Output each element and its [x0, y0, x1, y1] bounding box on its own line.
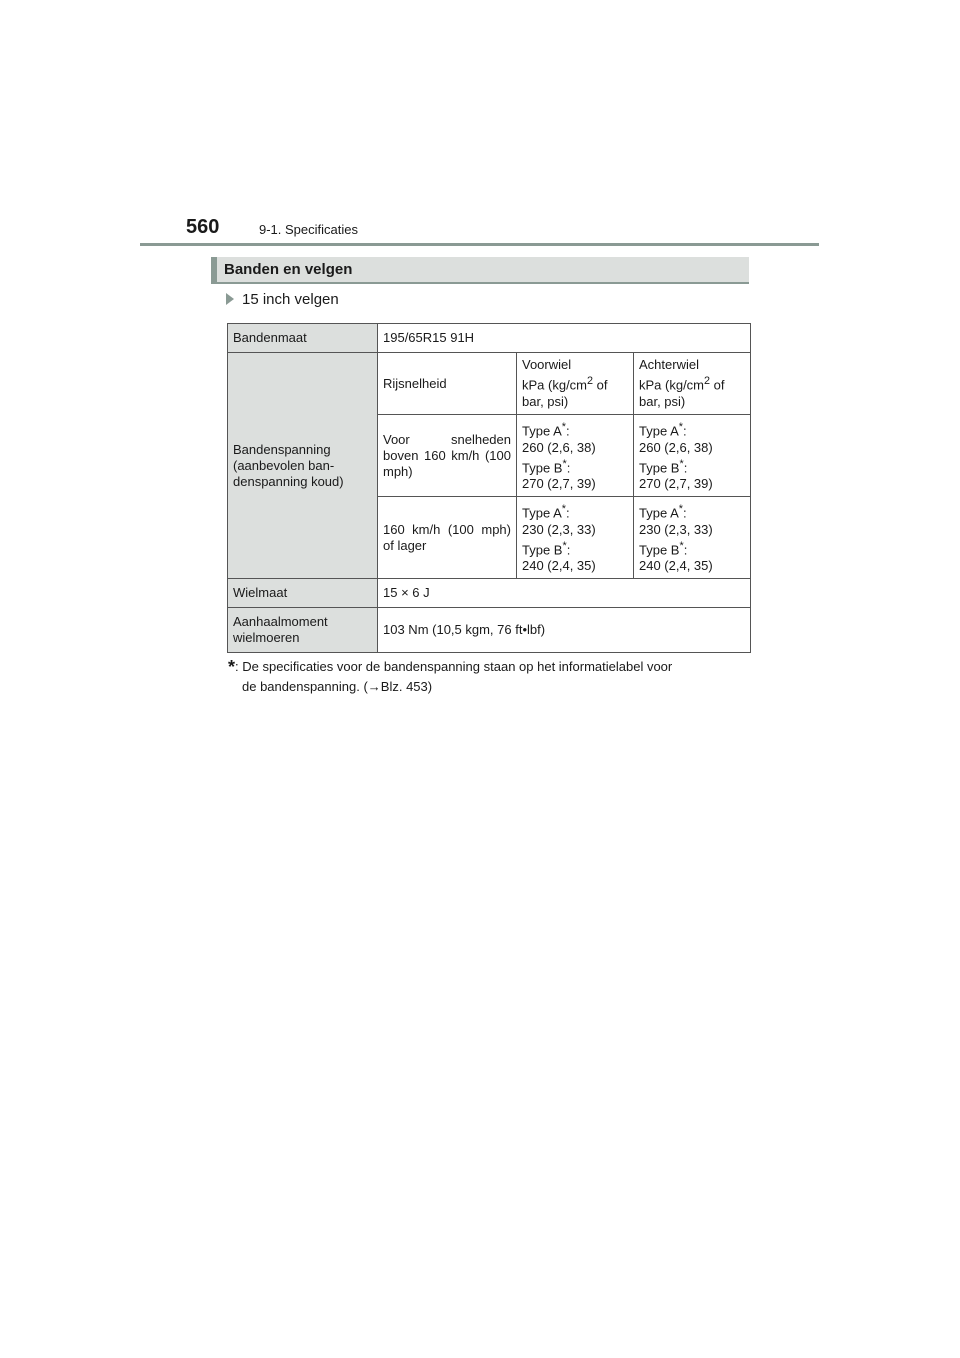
front-wheel-header: Voorwiel kPa ($kg/cm^2$ of bar, psi) — [517, 353, 634, 415]
table-row — [228, 579, 751, 608]
triangle-bullet-icon — [226, 293, 234, 305]
chapter-title: 9-1. Specificaties — [259, 222, 358, 237]
section-title: Banden en velgen — [224, 261, 353, 278]
asterisk-icon: * — [228, 657, 236, 677]
wheel-size-label: Wielmaat — [228, 579, 378, 608]
front-pressure-high: Type A*: 260 (2,6, 38) Type B*: 270 (2,7, 39) — [517, 415, 634, 497]
table-row — [228, 353, 751, 415]
page-number: 560 — [186, 216, 220, 238]
rear-wheel-header: Achterwiel kPa ($kg/cm^2$ of bar, psi) — [634, 353, 751, 415]
tire-pressure-label: Bandenspanning (aanbevolen ban- denspanning koud) — [228, 353, 378, 579]
torque-label: Aanhaalmoment wielmoeren — [228, 608, 378, 653]
section-heading — [211, 257, 749, 284]
table-row — [228, 324, 751, 353]
footnote-line-1: *: De specificaties voor de bandenspanning staan op het informatielabel voor — [228, 657, 673, 677]
subsection-heading — [226, 291, 339, 308]
torque-value: 103 Nm (10,5 kgm, 76 ft•lbf) — [378, 608, 751, 653]
rear-pressure-low: Type A*: 230 (2,3, 33) Type B*: 240 (2,4, 35) — [634, 497, 751, 579]
tire-spec-table — [227, 323, 751, 653]
speed-header: Rijsnelheid — [378, 353, 517, 415]
arrow-right-icon: → — [367, 679, 381, 694]
speed-condition-high: Voor snelheden boven 160 km/h (100 mph) — [378, 415, 517, 497]
front-pressure-low: Type A*: 230 (2,3, 33) Type B*: 240 (2,4, 35) — [517, 497, 634, 579]
subsection-title: 15 inch velgen — [242, 291, 339, 308]
speed-condition-low: 160 km/h (100 mph) of lager — [378, 497, 517, 579]
tire-size-label: Bandenmaat — [228, 324, 378, 353]
section-heading-bar — [211, 257, 217, 282]
rear-pressure-high: Type A*: 260 (2,6, 38) Type B*: 270 (2,7, 39) — [634, 415, 751, 497]
page-reference-link[interactable]: Blz. 453) — [380, 679, 433, 694]
tire-size-value: 195/65R15 91H — [378, 324, 751, 353]
wheel-size-value: 15 × 6 J — [378, 579, 751, 608]
header-divider — [140, 243, 819, 246]
footnote-line-2: de bandenspanning. (→Blz. 453) — [242, 679, 433, 694]
table-row — [228, 608, 751, 653]
footnote — [228, 657, 758, 696]
